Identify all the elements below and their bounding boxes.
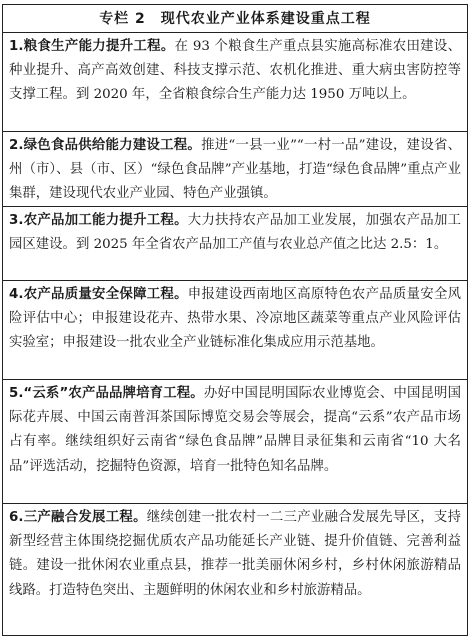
section-heading: 3.农产品加工能力提升工程。 [9, 213, 188, 228]
section-brand [3, 380, 467, 504]
section-integration [3, 504, 467, 633]
box-title: 专栏 2 现代农业产业体系建设重点工程 [3, 5, 467, 33]
section-heading: 4.农产品质量安全保障工程。 [9, 287, 188, 302]
section-quality-safety [3, 281, 467, 380]
section-heading: 2.绿色食品供给能力建设工程。 [9, 138, 202, 153]
section-body: 推进“一县一业”“一村一品”建设，建设省、州（市）、县（市、区）“绿色食品牌”产业基地，打造“绿色食品牌”重点产业集群，建设现代农业产业园、特色产业强镇。 [9, 138, 462, 202]
section-body: 在 93 个粮食生产重点县实施高标准农田建设、种业提升、高产高效创建、科技支撑示范、农机化推进、重大病虫害防控等支撑工程。到 2020 年，全省粮食综合生产能力达 1950 万吨以上。 [9, 39, 461, 103]
section-grain-capacity [3, 33, 467, 132]
section-heading: 5.“云系”农产品品牌培育工程。 [9, 386, 204, 401]
section-green-food [3, 132, 467, 207]
section-body: 大力扶持农产品加工业发展，加强农产品加工园区建设。到 2025 年全省农产品加工产值与农业总产值之比达 2.5：1。 [9, 213, 462, 253]
section-body: 申报建设西南地区高原特色农产品质量安全风险评估中心；申报建设花卉、热带水果、冷凉地区蔬菜等重点产业风险评估实验室；申报建设一批农业全产业链标准化集成应用示范基地。 [9, 287, 462, 351]
section-heading: 1.粮食生产能力提升工程。 [9, 39, 175, 54]
section-processing [3, 207, 467, 281]
project-box [2, 4, 468, 636]
section-heading: 6.三产融合发展工程。 [9, 510, 147, 525]
section-body: 办好中国昆明国际农业博览会、中国昆明国际花卉展、中国云南普洱茶国际博览交易会等展会，提高“云系”农产品市场占有率。继续组织好云南省“绿色食品牌”品牌目录征集和云南省“10 大名品”评选活动，挖掘特色资源，培育一批特色知名品牌。 [9, 386, 461, 474]
section-body: 继续创建一批农村一二三产业融合发展先导区，支持新型经营主体围绕挖掘优质农产品功能延长产业链、提升价值链、完善利益链。建设一批休闲农业重点县，推荐一批美丽休闲乡村，乡村休闲旅游精品线路。打造特色突出、主题鲜明的休闲农业和乡村旅游精品。 [9, 510, 462, 598]
